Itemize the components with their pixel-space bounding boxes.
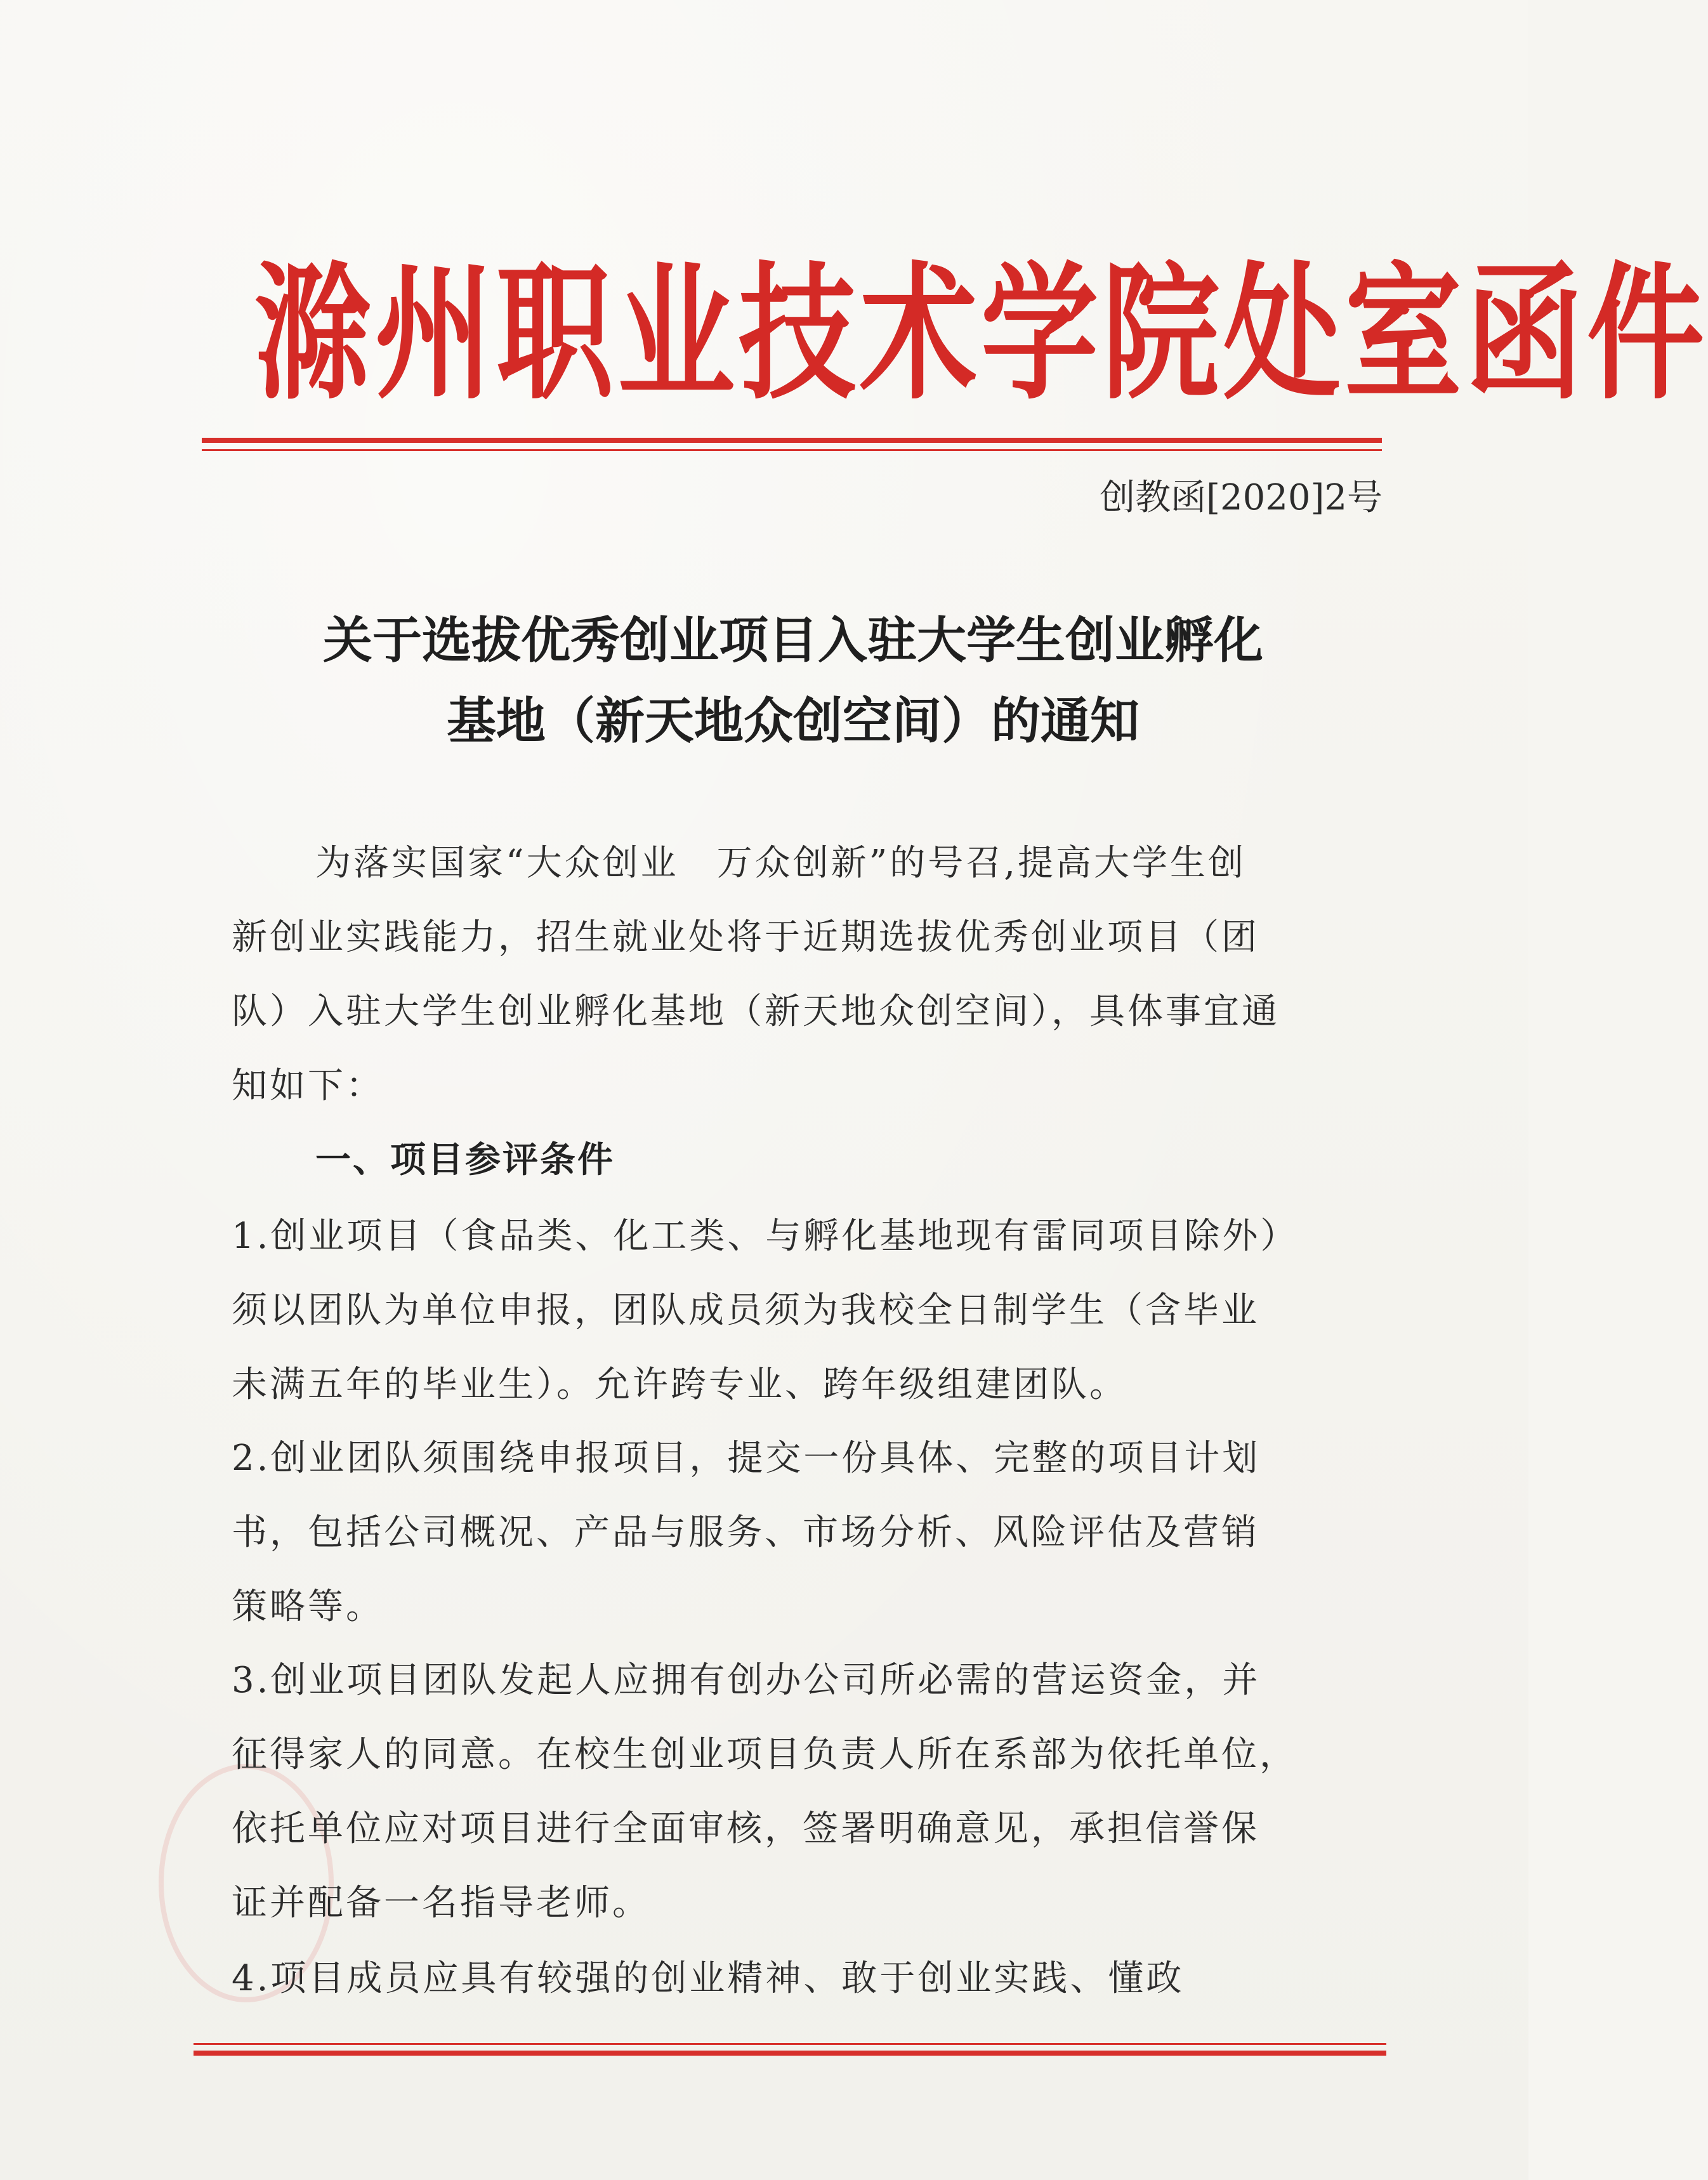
- item-line: 须以团队为单位申报，团队成员须为我校全日制学生（含毕业: [232, 1290, 1259, 1331]
- section-heading: 一、项目参评条件: [315, 1139, 615, 1181]
- footer-rule-thin: [194, 2043, 1386, 2045]
- item-line: 证并配备一名指导老师。: [232, 1882, 650, 1924]
- item-line: 未满五年的毕业生）。允许跨专业、跨年级组建团队。: [232, 1364, 1127, 1405]
- letterhead-rule-thick: [202, 438, 1382, 443]
- intro-line: 为落实国家“大众创业 万众创新”的号召,提高大学生创: [315, 843, 1247, 884]
- condition-item-3: [232, 1643, 1383, 1940]
- condition-item-2: [232, 1421, 1383, 1644]
- item-line: 3.创业项目团队发起人应拥有创办公司所必需的营运资金，并: [232, 1660, 1261, 1701]
- notice-title-line2: 基地（新天地众创空间）的通知: [446, 693, 1140, 750]
- notice-title-line1: 关于选拔优秀创业项目入驻大学生创业孵化: [322, 612, 1263, 669]
- item-line: 策略等。: [232, 1586, 384, 1627]
- intro-paragraph: [232, 826, 1383, 1123]
- item-line: 4.项目成员应具有较强的创业精神、敢于创业实践、懂政: [232, 1958, 1185, 1999]
- intro-line: 知如下：: [232, 1065, 384, 1106]
- footer-rule-thick: [194, 2051, 1386, 2056]
- document-number: 创教函[2020]2号: [1100, 477, 1383, 518]
- letterhead-rule-thin: [202, 449, 1382, 451]
- letterhead-title: 滁州职业技术学院处室函件: [254, 246, 1708, 420]
- item-line: 1.创业项目（食品类、化工类、与孵化基地现有雷同项目除外）: [232, 1216, 1299, 1257]
- item-line: 2.创业团队须围绕申报项目，提交一份具体、完整的项目计划: [232, 1438, 1261, 1479]
- intro-line: 新创业实践能力，招生就业处将于近期选拔优秀创业项目（团: [232, 917, 1259, 958]
- condition-item-4: [232, 1941, 1383, 2016]
- item-line: 书，包括公司概况、产品与服务、市场分析、风险评估及营销: [232, 1512, 1259, 1553]
- condition-item-1: [232, 1199, 1383, 1422]
- intro-line: 队）入驻大学生创业孵化基地（新天地众创空间），具体事宜通: [232, 991, 1280, 1032]
- item-line: 征得家人的同意。在校生创业项目负责人所在系部为依托单位，: [232, 1734, 1297, 1775]
- item-line: 依托单位应对项目进行全面审核，签署明确意见，承担信誉保: [232, 1808, 1259, 1849]
